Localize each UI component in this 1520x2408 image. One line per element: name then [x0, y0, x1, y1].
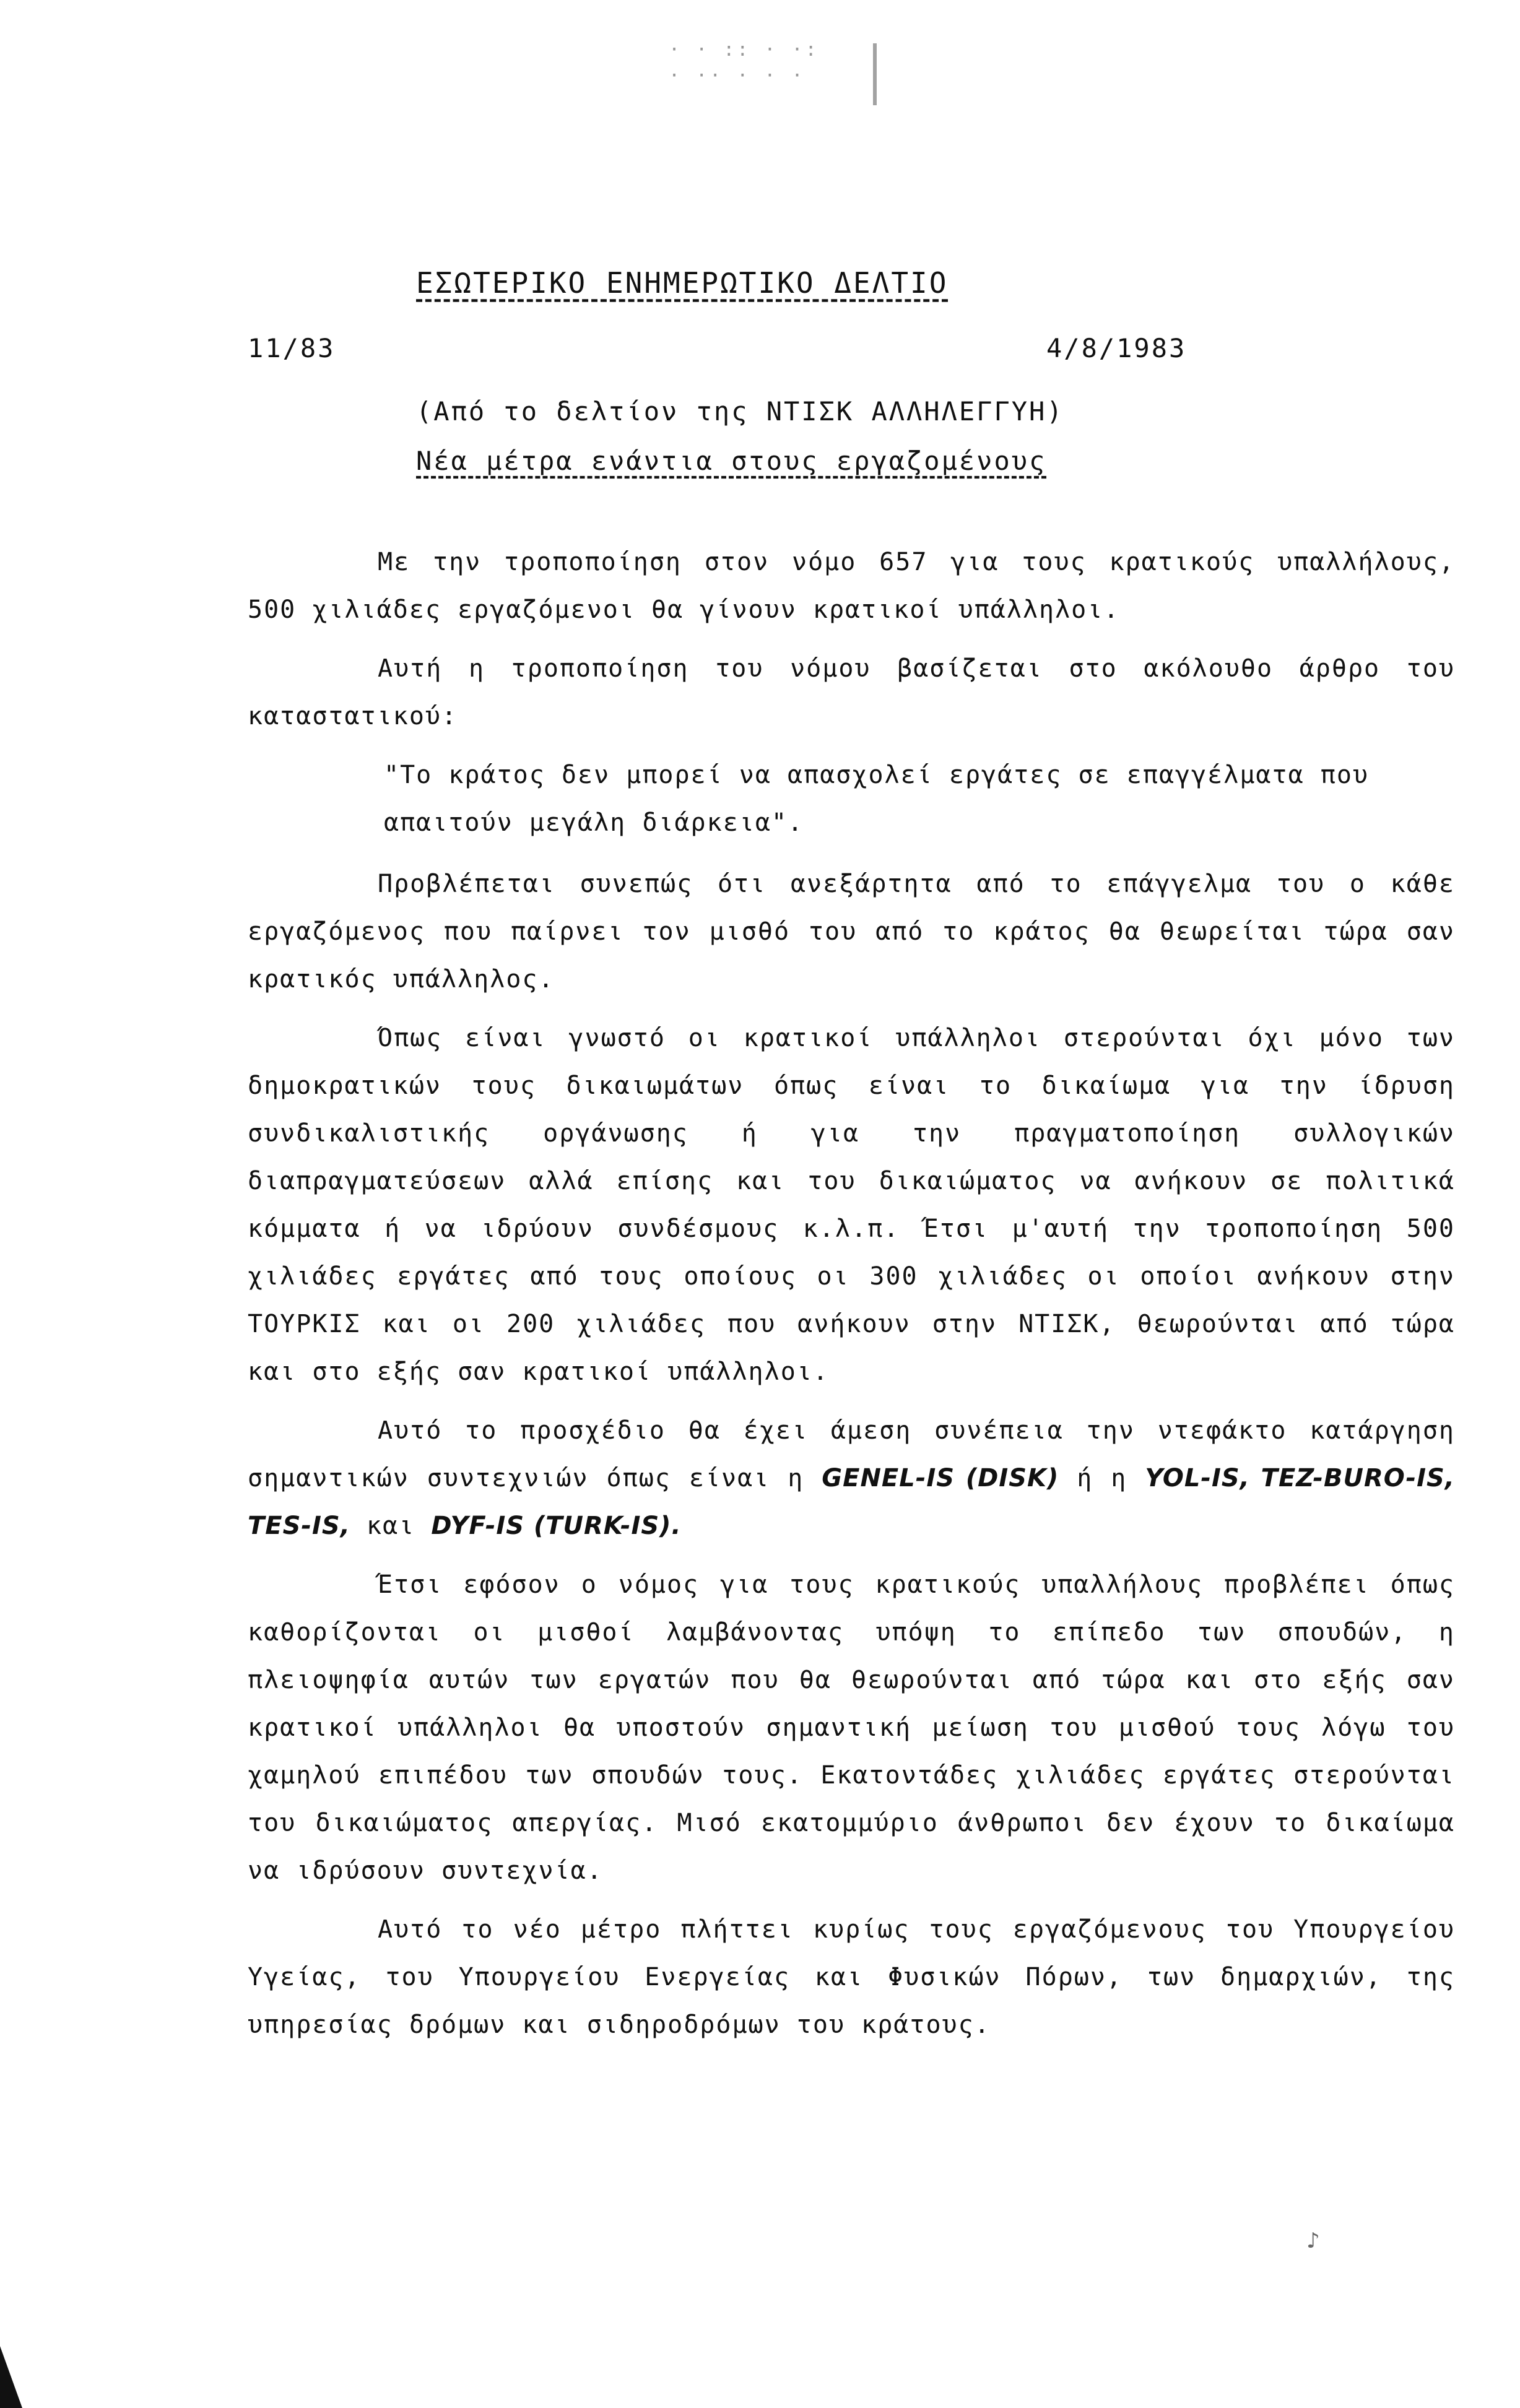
bulletin-number: 11/83	[248, 333, 336, 363]
union-names-list: YOL-IS, TEZ-BURO-IS, TES-IS,	[248, 1464, 1455, 1540]
bulletin-date: 4/8/1983	[1046, 333, 1187, 363]
paragraph-5-connector: ή η	[1077, 1464, 1127, 1492]
paragraph-4: Όπως είναι γνωστό οι κρατικοί υπάλληλοι στερούνται όχι μόνο των δημοκρατικών τους δικαιωμάτων όπως είναι το δικαίωμα για την ίδρυση συνδικαλιστικής οργάνωσης ή για την πραγματοποίηση συλλογικών διαπραγματεύσεων αλλά επίσης και του δικαιώματος να ανήκουν σε πολιτικά κόμματα ή να ιδρύουν συνδέσμους κ.λ.π. Έτσι μ'αυτή την τροποποίηση 500 χιλιάδες εργάτες από τους οποίους οι 300 χιλιάδες οι οποίοι ανήκουν στην ΤΟΥΡΚΙΣ και οι 200 χιλιάδες που ανήκουν στην ΝΤΙΣΚ, θεωρούνται από τώρα και στο εξής σαν κρατικοί υπάλληλοι.	[248, 1024, 1455, 1386]
article-headline: Νέα μέτρα ενάντια στους εργαζομένους	[416, 446, 1047, 476]
paragraph-1: Με την τροποποίηση στον νόμο 657 για τους κρατικούς υπαλλήλους, 500 χιλιάδες εργαζόμενοι θα γίνουν κρατικοί υπάλληλοι.	[248, 548, 1455, 624]
paragraph-3: Προβλέπεται συνεπώς ότι ανεξάρτητα από το επάγγελμα του ο κάθε εργαζόμενος που παίρνει τον μισθό του από το κράτος θα θεωρείται τώρα σαν κρατικός υπάλληλος.	[248, 870, 1455, 994]
paragraph-5-text: Αυτό το προσχέδιο θα έχει άμεση συνέπεια την ντεφάκτο κατάργηση σημαντικών συντεχνιών όπως είναι η	[248, 1416, 1455, 1492]
paragraph-5	[248, 1407, 1455, 1550]
statute-quote: "Το κράτος δεν μπορεί να απασχολεί εργάτες σε επαγγέλματα που απαιτούν μεγάλη διάρκεια".	[384, 761, 1370, 837]
faded-stamp-mark: · · :: · ·: · ·· · · ·	[669, 37, 892, 142]
union-name-dyf-is: DYF-IS (TURK-IS).	[431, 1512, 682, 1540]
source-note: (Από το δελτίον της ΝΤΙΣΚ ΑΛΛΗΛΕΓΓΥΗ)	[416, 396, 1064, 427]
paragraph-2: Αυτή η τροποποίηση του νόμου βασίζεται στο ακόλουθο άρθρο του καταστατικού:	[248, 654, 1455, 730]
union-name-genel-is: GENEL-IS (DISK)	[822, 1464, 1059, 1492]
paragraph-6: Έτσι εφόσον ο νόμος για τους κρατικούς υπαλλήλους προβλέπει όπως καθορίζονται οι μισθοί λαμβάνοντας υπόψη το επίπεδο των σπουδών, η πλειοψηφία αυτών των εργατών που θα θεωρούνται από τώρα και στο εξής σαν κρατικοί υπάλληλοι θα υποστούν σημαντική μείωση του μισθού τους λόγω του χαμηλού επιπέδου των σπουδών τους. Εκατοντάδες χιλιάδες εργάτες στερούνται του δικαιώματος απεργίας. Μισό εκατομμύριο άνθρωποι δεν έχουν το δικαίωμα να ιδρύσουν συντεχνία.	[248, 1570, 1455, 1885]
document-title: ΕΣΩΤΕΡΙΚΟ ΕΝΗΜΕΡΩΤΙΚΟ ΔΕΛΤΙΟ	[416, 266, 949, 300]
margin-scribble: ♪	[1306, 2228, 1320, 2253]
scan-edge-mark	[0, 2346, 25, 2408]
paragraph-5-and: και	[367, 1512, 415, 1540]
article-body	[248, 539, 1455, 2060]
paragraph-7: Αυτό το νέο μέτρο πλήττει κυρίως τους εργαζόμενους του Υπουργείου Υγείας, του Υπουργείου Ενεργείας και Φυσικών Πόρων, των δημαρχιών, της υπηρεσίας δρόμων και σιδηροδρόμων του κράτους.	[248, 1915, 1455, 2039]
